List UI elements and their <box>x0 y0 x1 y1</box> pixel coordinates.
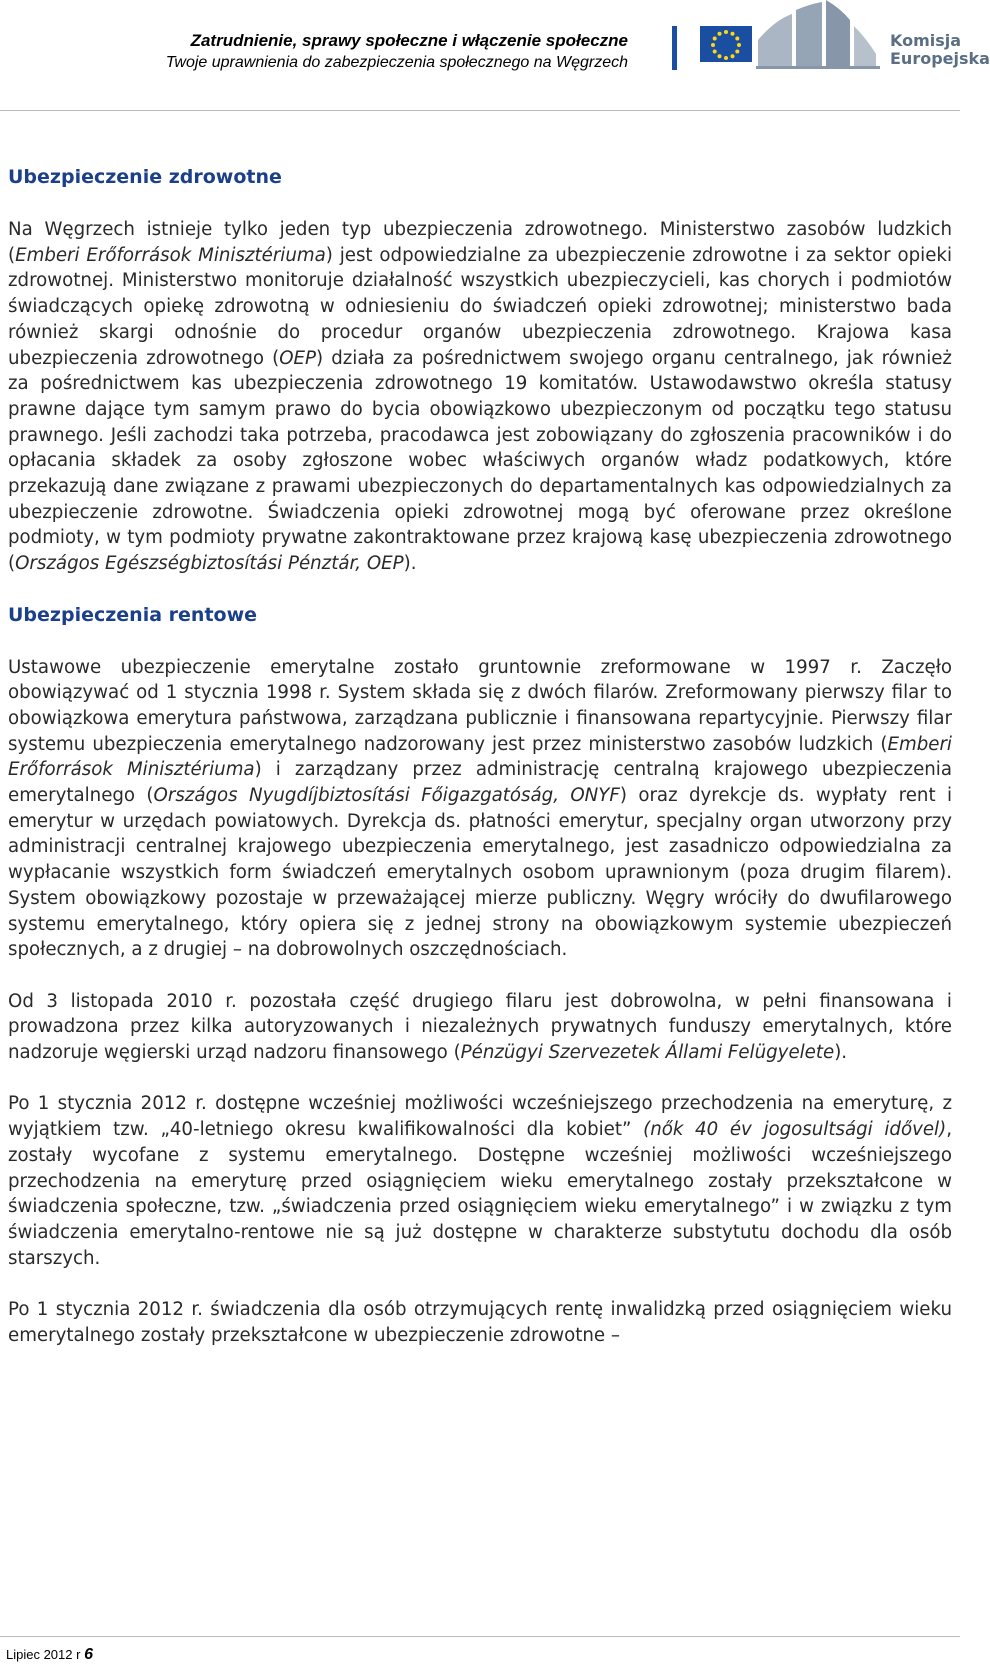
text-run: Na Węgrzech istnieje tylko jeden typ ubezpieczenia zdrowotnego. Ministerstwo zasobów ludzkich ( <box>8 219 952 266</box>
text-run: ). <box>403 553 417 575</box>
footer-text <box>6 1646 93 1664</box>
spacer <box>8 189 952 217</box>
text-run: ) działa za pośrednictwem swojego organu centralnego, jak również za pośrednictwem kas ubezpieczenia zdrowotnego 19 komitatów. Ustawodawstwo określa statusy prawne dające tym samym prawo do bycia obowiązkowo ubezpieczonym od początku tego statusu prawnego. Jeśli zachodzi taka potrzeba, pracodawca jest zobowiązany do zgłoszenia pracowników i do opłacania składek za osoby zgłoszone wobec właściwych organów władz podatkowych, które przekazują dane związane z prawami ubezpieczonych do departamentalnych kas odpowiedzialnych za ubezpieczenie zdrowotne. Świadczenia opieki zdrowotnej mogą być oferowane przez określone podmioty, w tym podmioty prywatne zakontraktowane przez krajową kasę ubezpieczenia zdrowotnego ( <box>8 347 952 575</box>
italic-run: Országos Egészségbiztosítási Pénztár, OEP <box>15 553 404 575</box>
european-commission-logo <box>700 0 990 84</box>
document-body <box>8 165 952 1348</box>
spacer <box>8 577 952 603</box>
logo-line-2: Europejska <box>890 49 990 68</box>
section-heading-health: Ubezpieczenie zdrowotne <box>8 166 282 188</box>
paragraph-health <box>8 217 952 577</box>
paragraph-pensions-3 <box>8 1091 952 1271</box>
spacer <box>8 1271 952 1297</box>
paragraph-pensions-1 <box>8 655 952 963</box>
paragraph-pensions-4: Po 1 stycznia 2012 r. świadczenia dla osób otrzymujących rentę inwalidzką przed osiągnięciem wieku emerytalnego zostały przekształcone w ubezpieczenie zdrowotne – <box>8 1299 952 1346</box>
text-run: , zostały wycofane z systemu emerytalnego. Dostępne wcześniej możliwości wcześniejszego przechodzenia na emeryturę przed osiągnięciem wieku emerytalnego zostały przekształcone w świadczenia społeczne, tzw. „świadczenia przed osiągnięciem wieku emerytalnego” i w związku z tym świadczenia emerytalno-rentowe nie są już dostępne w charakterze substytutu dochodu dla osób starszych. <box>8 1119 952 1269</box>
text-run: ). <box>834 1042 848 1064</box>
italic-run: Emberi Erőforrások Minisztériuma <box>15 244 326 266</box>
header-subtitle: Twoje uprawnienia do zabezpieczenia społecznego na Węgrzech <box>165 54 628 71</box>
text-run: Od 3 listopada 2010 r. pozostała część drugiego filaru jest dobrowolna, w pełni finansowana i prowadzona przez kilka autoryzowanych i niezależnych prywatnych funduszy emerytalnych, które nadzoruje węgierski urząd nadzoru finansowego ( <box>8 990 952 1064</box>
spacer <box>8 963 952 989</box>
text-run: ) i zarządzany przez administrację centralną krajowego ubezpieczenia emerytalnego ( <box>8 759 952 807</box>
spacer <box>8 1066 952 1092</box>
italic-run: Országos Nyugdíjbiztosítási Főigazgatóság, ONYF <box>153 785 620 807</box>
text-run: Po 1 stycznia 2012 r. dostępne wcześniej możliwości wcześniejszego przechodzenia na emeryturę, z wyjątkiem tzw. „40-letniego okresu kwalifikowalności dla kobiet” <box>8 1093 952 1141</box>
section-heading-pensions: Ubezpieczenia rentowe <box>8 603 258 626</box>
paragraph-pensions-2 <box>8 989 952 1066</box>
logo-line-1: Komisja <box>890 31 962 50</box>
header-titles <box>166 30 628 73</box>
header-accent-bar <box>672 26 677 70</box>
italic-run: OEP <box>279 347 316 369</box>
footer-date: Lipiec 2012 r <box>6 1647 81 1662</box>
spacer <box>8 627 952 655</box>
footer-divider <box>0 1636 960 1637</box>
text-run: Ustawowe ubezpieczenie emerytalne zostało gruntownie zreformowane w 1997 r. Zaczęło obowiązywać od 1 stycznia 1998 r. System składa się z dwóch filarów. Zreformowany pierwszy filar to obowiązkowa emerytura państwowa, zarządzana publicznie i finansowana repartycyjnie. Pierwszy filar systemu ubezpieczenia emerytalnego nadzorowany jest przez ministerstwo zasobów ludzkich ( <box>8 656 952 755</box>
text-run: ) oraz dyrekcje ds. wypłaty rent i emerytur w urzędach powiatowych. Dyrekcja ds. płatności emerytur, specjalny organ utworzony przy administracji centralnej krajowego ubezpieczenia emerytalnego, jest zasadniczo odpowiedzialna za wypłacanie wszystkich form świadczeń emerytalnych osobom uprawnionym (poza drugim filarem). System obowiązkowy pozostaje w przeważającej mierze publiczny. Węgry wróciły do dwufilarowego systemu emerytalnego, który opiera się z jednej strony na obowiązkowym systemie ubezpieczeń społecznych, a z drugiej – na dobrowolnych oszczędnościach. <box>8 785 953 961</box>
header-title: Zatrudnienie, sprawy społeczne i włączenie społeczne <box>190 31 628 50</box>
page-number: 6 <box>84 1646 93 1663</box>
text-run: ) jest odpowiedzialne za ubezpieczenie zdrowotne i za sektor opieki zdrowotnej. Ministerstwo monitoruje działalność wszystkich ubezpieczycieli, kas chorych i podmiotów świadczących opiekę zdrowotną w odniesieniu do świadczeń opieki zdrowotnej; ministerstwo bada również skargi odnośnie do procedur organów ubezpieczenia zdrowotnego. Krajowa kasa ubezpieczenia zdrowotnego ( <box>8 244 952 369</box>
italic-run: Pénzügyi Szervezetek Állami Felügyelete <box>460 1042 835 1064</box>
italic-run: Emberi Erőforrások Minisztériuma <box>8 733 952 781</box>
header-divider <box>0 110 960 111</box>
page-header <box>0 0 990 112</box>
logo-wordmark <box>890 32 990 68</box>
italic-run: (nők 40 év jogosultsági idővel) <box>643 1119 947 1141</box>
